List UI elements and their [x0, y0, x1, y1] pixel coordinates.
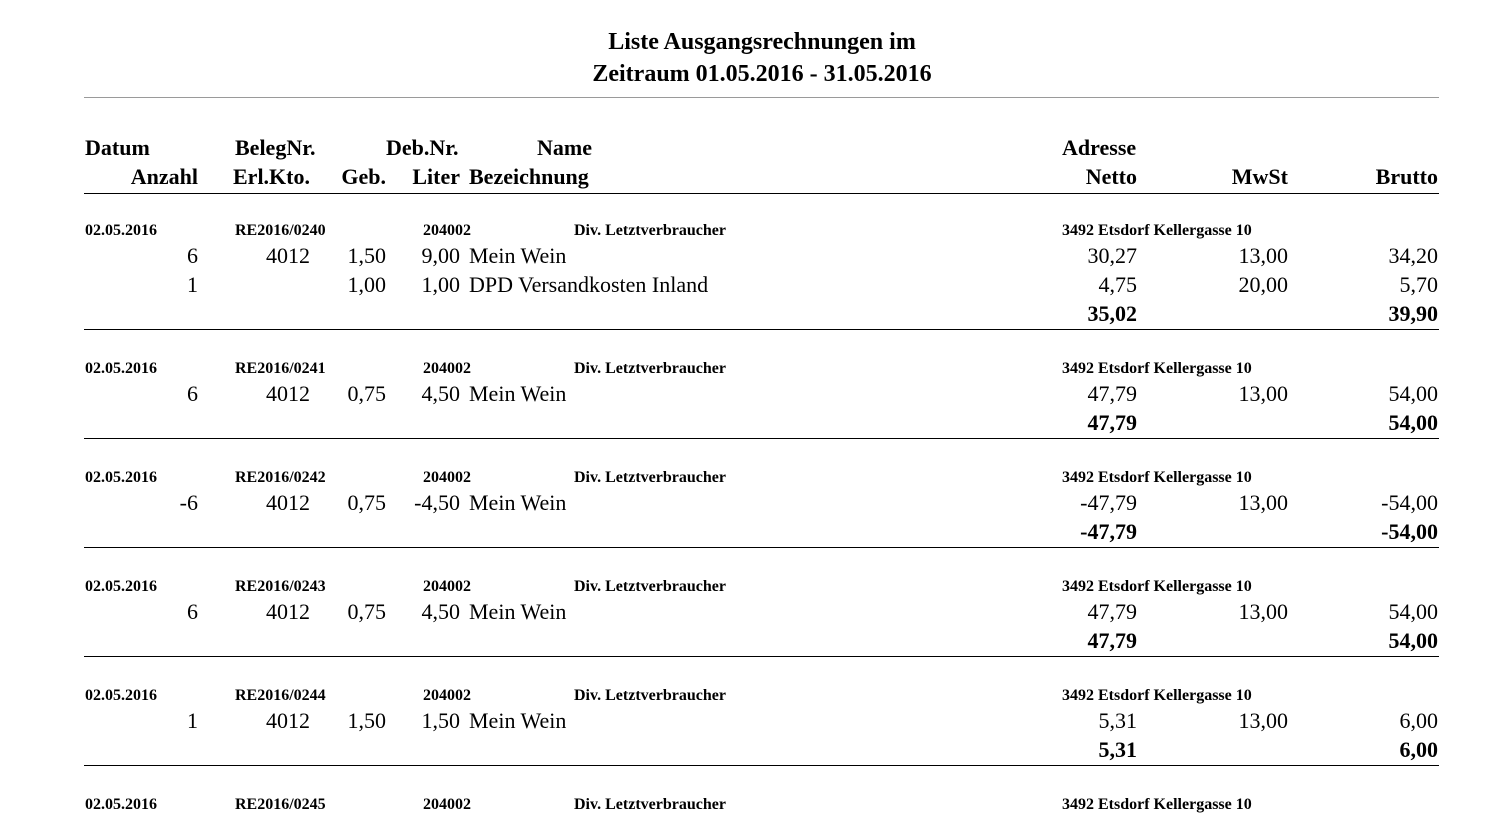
invoice-total-brutto: 54,00 — [1388, 410, 1438, 435]
invoice-divider — [84, 656, 1439, 657]
col-header-brutto: Brutto — [1375, 164, 1438, 189]
invoice-debnr: 204002 — [423, 469, 471, 486]
line-mwst: 20,00 — [1238, 272, 1288, 297]
invoice-date: 02.05.2016 — [85, 687, 157, 704]
line-erlkto: 4012 — [266, 381, 310, 406]
line-mwst: 13,00 — [1238, 243, 1288, 268]
report-title-line2: Zeitraum 01.05.2016 - 31.05.2016 — [592, 61, 932, 87]
line-brutto: 54,00 — [1388, 381, 1438, 406]
invoice-date: 02.05.2016 — [85, 469, 157, 486]
col-header-anzahl: Anzahl — [130, 164, 198, 189]
invoice-address: 3492 Etsdorf Kellergasse 10 — [1062, 222, 1252, 239]
invoice-date: 02.05.2016 — [85, 578, 157, 595]
line-erlkto: 4012 — [266, 243, 310, 268]
invoice-total-netto: 5,31 — [1098, 737, 1137, 762]
col-header-liter: Liter — [412, 164, 460, 189]
line-brutto: -54,00 — [1381, 490, 1438, 515]
invoice-date: 02.05.2016 — [85, 222, 157, 239]
title-divider — [84, 97, 1439, 98]
line-geb: 0,75 — [347, 490, 386, 515]
invoice-total-netto: 35,02 — [1087, 301, 1137, 326]
invoice-name: Div. Letztverbraucher — [574, 578, 726, 595]
invoice-debnr: 204002 — [423, 222, 471, 239]
invoice-address: 3492 Etsdorf Kellergasse 10 — [1062, 360, 1252, 377]
line-netto: 47,79 — [1087, 599, 1137, 624]
invoice-debnr: 204002 — [423, 578, 471, 595]
line-netto: 5,31 — [1098, 708, 1137, 733]
line-mwst: 13,00 — [1238, 490, 1288, 515]
invoice-total-brutto: -54,00 — [1381, 519, 1438, 544]
invoice-divider — [84, 329, 1439, 330]
line-liter: 4,50 — [421, 381, 460, 406]
invoice-total-brutto: 54,00 — [1388, 628, 1438, 653]
line-bezeichnung: Mein Wein — [469, 243, 567, 268]
line-liter: -4,50 — [414, 490, 460, 515]
invoice-date: 02.05.2016 — [85, 796, 157, 813]
invoice-belegnr: RE2016/0242 — [235, 469, 326, 486]
invoice-total-brutto: 39,90 — [1388, 301, 1438, 326]
invoice-address: 3492 Etsdorf Kellergasse 10 — [1062, 687, 1252, 704]
header-divider — [84, 193, 1439, 194]
invoice-date: 02.05.2016 — [85, 360, 157, 377]
invoice-name: Div. Letztverbraucher — [574, 360, 726, 377]
line-bezeichnung: DPD Versandkosten Inland — [469, 272, 709, 297]
invoice-name: Div. Letztverbraucher — [574, 222, 726, 239]
invoice-total-netto: 47,79 — [1087, 628, 1137, 653]
line-netto: 30,27 — [1087, 243, 1137, 268]
report-title-line1: Liste Ausgangsrechnungen im — [608, 29, 916, 55]
line-bezeichnung: Mein Wein — [469, 381, 567, 406]
line-erlkto: 4012 — [266, 490, 310, 515]
invoice-belegnr: RE2016/0240 — [235, 222, 326, 239]
line-liter: 1,00 — [421, 272, 460, 297]
line-netto: 4,75 — [1098, 272, 1137, 297]
line-erlkto: 4012 — [266, 599, 310, 624]
invoice-address: 3492 Etsdorf Kellergasse 10 — [1062, 578, 1252, 595]
line-brutto: 5,70 — [1399, 272, 1438, 297]
invoice-debnr: 204002 — [423, 360, 471, 377]
col-header-mwst: MwSt — [1231, 164, 1288, 189]
line-liter: 9,00 — [421, 243, 460, 268]
line-bezeichnung: Mein Wein — [469, 490, 567, 515]
line-geb: 1,50 — [347, 243, 386, 268]
line-liter: 4,50 — [421, 599, 460, 624]
col-header-geb: Geb. — [341, 164, 386, 189]
line-bezeichnung: Mein Wein — [469, 599, 567, 624]
invoice-divider — [84, 765, 1439, 766]
invoice-name: Div. Letztverbraucher — [574, 687, 726, 704]
invoice-name: Div. Letztverbraucher — [574, 796, 726, 813]
col-header-datum: Datum — [85, 135, 150, 160]
col-header-belegnr: BelegNr. — [235, 135, 316, 160]
line-geb: 0,75 — [347, 381, 386, 406]
line-geb: 0,75 — [347, 599, 386, 624]
line-erlkto: 4012 — [266, 708, 310, 733]
invoice-address: 3492 Etsdorf Kellergasse 10 — [1062, 796, 1252, 813]
invoice-total-brutto: 6,00 — [1399, 737, 1438, 762]
col-header-netto: Netto — [1085, 164, 1137, 189]
invoice-debnr: 204002 — [423, 796, 471, 813]
invoice-divider — [84, 438, 1439, 439]
col-header-name: Name — [537, 135, 592, 160]
line-mwst: 13,00 — [1238, 708, 1288, 733]
invoice-belegnr: RE2016/0243 — [235, 578, 326, 595]
line-anzahl: 6 — [187, 243, 198, 268]
line-netto: -47,79 — [1080, 490, 1137, 515]
line-brutto: 34,20 — [1388, 243, 1438, 268]
invoice-debnr: 204002 — [423, 687, 471, 704]
line-liter: 1,50 — [421, 708, 460, 733]
line-geb: 1,00 — [347, 272, 386, 297]
line-mwst: 13,00 — [1238, 599, 1288, 624]
line-netto: 47,79 — [1087, 381, 1137, 406]
col-header-debnr: Deb.Nr. — [386, 135, 459, 160]
line-anzahl: 6 — [187, 599, 198, 624]
invoice-total-netto: 47,79 — [1087, 410, 1137, 435]
col-header-erlkto: Erl.Kto. — [233, 164, 310, 189]
invoice-address: 3492 Etsdorf Kellergasse 10 — [1062, 469, 1252, 486]
invoice-belegnr: RE2016/0245 — [235, 796, 326, 813]
invoice-divider — [84, 547, 1439, 548]
line-anzahl: 6 — [187, 381, 198, 406]
line-anzahl: -6 — [179, 490, 198, 515]
line-bezeichnung: Mein Wein — [469, 708, 567, 733]
invoice-name: Div. Letztverbraucher — [574, 469, 726, 486]
col-header-adresse: Adresse — [1062, 135, 1137, 160]
line-brutto: 6,00 — [1399, 708, 1438, 733]
invoice-belegnr: RE2016/0244 — [235, 687, 326, 704]
col-header-bezeichnung: Bezeichnung — [469, 164, 589, 189]
line-brutto: 54,00 — [1388, 599, 1438, 624]
line-anzahl: 1 — [187, 708, 198, 733]
line-mwst: 13,00 — [1238, 381, 1288, 406]
invoice-belegnr: RE2016/0241 — [235, 360, 326, 377]
line-geb: 1,50 — [347, 708, 386, 733]
invoice-total-netto: -47,79 — [1080, 519, 1137, 544]
line-anzahl: 1 — [187, 272, 198, 297]
